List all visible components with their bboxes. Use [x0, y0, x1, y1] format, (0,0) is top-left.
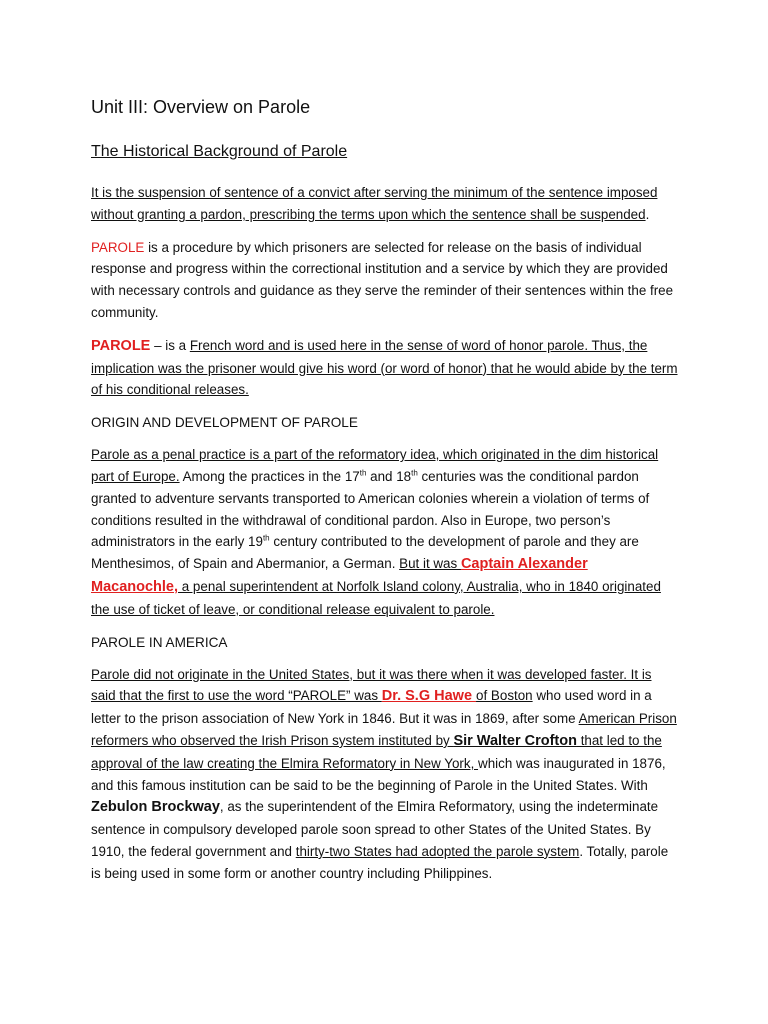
- heading-america: PAROLE IN AMERICA: [91, 634, 228, 650]
- parole-french-word-paragraph: PAROLE – is a French word and is used here in the sense of word of honor parole. Thus, the implication was the prisoner would give his word (or word of honor) that he would abide by the term of his conditional releases.: [91, 337, 678, 398]
- name-walter-crofton: Sir Walter Crofton: [453, 732, 577, 749]
- definition-paragraph: It is the suspension of sentence of a convict after serving the minimum of the sentence imposed without granting a pardon, prescribing the terms upon which the sentence shall be suspended.: [91, 185, 658, 222]
- page-title: Unit III: Overview on Parole: [91, 97, 311, 117]
- parole-procedure-paragraph: PAROLE is a procedure by which prisoners are selected for release on the basis of individual response and progress within the correctional institution and a service by which they are provided with necessary controls and guidance as they serve the reminder of their sentences within the free community.: [91, 239, 674, 320]
- name-captain-alexander: Captain Alexander Macanochle,: [91, 556, 588, 595]
- name-dr-hawe: Dr. S.G Hawe: [381, 688, 477, 705]
- section-subtitle: The Historical Background of Parole: [91, 143, 348, 160]
- name-zebulon-brockway: Zebulon Brockway: [91, 799, 220, 816]
- america-paragraph: Parole did not originate in the United States, but it was there when it was developed faster. It is said that the first to use the word “PAROLE” was Dr. S.G Hawe of Boston who used word in a letter to the prison association of New York in 1846. But it was in 1869, after some American Prison reformers who observed the Irish Prison system instituted by Sir Walter Crofton that led to the approval of the law creating the Elmira Reformatory in New York, which was inaugurated in 1876, and this famous institution can be said to be the beginning of Parole in the United States. With Zebulon Brockway, as the superintendent of the Elmira Reformatory, using the indeterminate sentence in compulsory developed parole soon spread to other States of the United States. By 1910, the federal government and thirty-two States had adopted the parole system. Totally, parole is being used in some form or another country including Philippines.: [91, 666, 677, 881]
- origin-paragraph: Parole as a penal practice is a part of the reformatory idea, which originated in the dim historical part of Europe. Among the practices in the 17th and 18th centuries was the conditional pardon granted to adventure servants transported to American colonies wherein a violation of terms of conditions resulted in the withdrawal of conditional pardon. Also in Europe, two person’s administrators in the early 19th century contributed to the development of parole and they are Menthesimos, of Spain and Abermanior, a German. But it was Captain Alexander Macanochle, a penal superintendent at Norfolk Island colony, Australia, who in 1840 originated the use of ticket of leave, or conditional release equivalent to parole.: [91, 447, 661, 617]
- heading-origin: ORIGIN AND DEVELOPMENT OF PAROLE: [91, 415, 358, 431]
